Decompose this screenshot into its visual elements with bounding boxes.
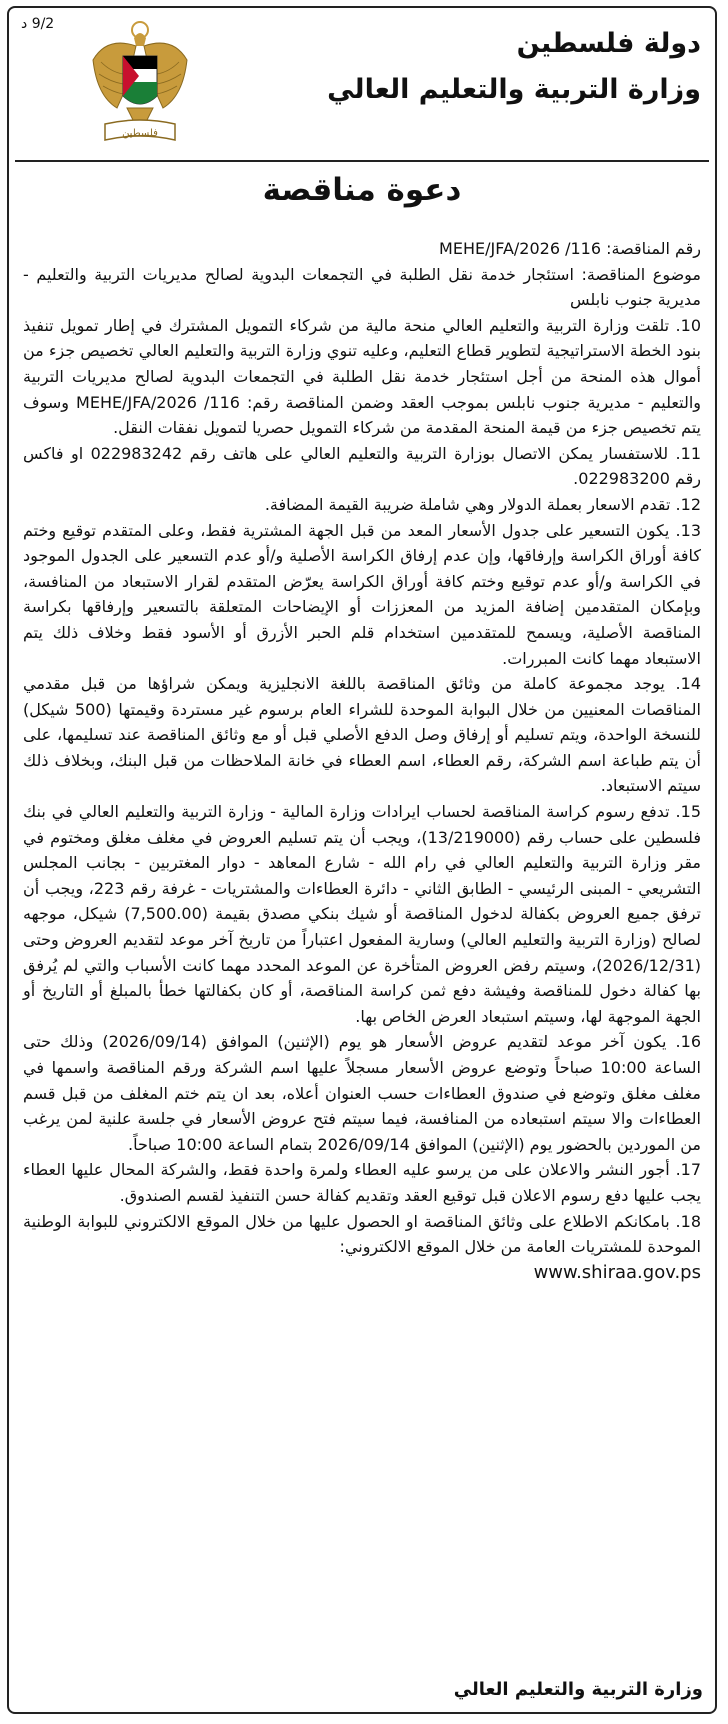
item-text: تقدم الاسعار بعملة الدولار وهي شاملة ضريبة القيمة المضافة. [264, 494, 671, 514]
item-text: يكون التسعير على جدول الأسعار المعد من قبل الجهة المشترية فقط، وعلى المتقدم توقيع وختم كافة أوراق الكراسة وإرفاقها، وإن عدم إرفاق الكراسة الأصلية و/أو عدم التسعير على الجدول الموجود في الكراسة و/أو عدم توقيع وختم كافة أوراق الكراسة يعرّض المتقدم لقرار الاستبعاد من المنافسة، وبإمكان المتقدمين إضافة المزيد من المعززات أو الإيضاحات المتعلقة بالتسعير وإرفاقها بكراسة المناقصة الأصلية، ويسمح للمتقدمين استخدام قلم الحبر الأزرق أو الأسود فقط وخلاف ذلك يتم الاستبعاد مهما كانت المبررات. [23, 520, 701, 668]
website-link[interactable]: www.shiraa.gov.ps [533, 1261, 701, 1283]
item-number: 13. [675, 520, 701, 540]
tender-subject: موضوع المناقصة: استئجار خدمة نقل الطلبة في التجمعات البدوية لصالح مديريات التربية والتعليم - مديرية جنوب نابلس [23, 264, 701, 310]
emblem-scroll-text: فلسطين [122, 128, 158, 139]
item-text: أجور النشر والاعلان على من يرسو عليه العطاء ولمرة واحدة فقط، والشركة المحال عليها العطاء يجب عليها دفع رسوم الاعلان قبل توقيع العقد وتقديم كفالة حسن التنفيذ لقسم الصندوق. [23, 1160, 701, 1205]
item-number: 12. [675, 494, 701, 514]
document-frame [7, 6, 717, 1714]
palestine-eagle-emblem [87, 16, 193, 158]
item-text: يكون آخر موعد لتقديم عروض الأسعار هو يوم (الإثنين) الموافق (2026/09/14) وذلك حتى الساعة 10:00 صباحاً وتوضع عروض الأسعار مسجلاً عليها اسم الشركة ورقم المناقصة واسمها في مغلف مغلق وتوضع في صندوق العطاءات حسب العنوان أعلاه، بعد ان يتم ختم المغلف من قبل قسم العطاءات والا سيتم استبعاده من المنافسة، فيما سيتم فتح عروض الأسعار في جلسة علنية لمن يرغب من الموردين بالحضور يوم (الإثنين) الموافق 2026/09/14 بتمام الساعة 10:00 صباحاً. [23, 1032, 701, 1154]
list-item [23, 671, 701, 799]
item-text: تلقت وزارة التربية والتعليم العالي منحة مالية من شركاء التمويل المشترك في إطار تمويل تنفيذ بنود الخطة الاستراتيجية لتطوير قطاع التعليم، وعليه تنوي وزارة التربية والتعليم العالي تخصيص جزء من أموال هذه المنحة من أجل استئجار خدمة نقل الطلبة في التجمعات البدوية لصالح مديريات التربية والتعليم - مديرية جنوب نابلس بموجب العقد وضمن المناقصة رقم: 116/ MEHE/JFA/2026 وسوف يتم تخصيص جزء من قيمة المنحة المقدمة من شركاء التمويل حصريا لتمويل نفقات النقل. [23, 315, 701, 438]
list-item [23, 518, 701, 672]
footer-ministry-name: وزارة التربية والتعليم العالي [453, 1679, 703, 1700]
tender-number: رقم المناقصة: 116/ MEHE/JFA/2026 [439, 239, 701, 258]
list-item [23, 313, 701, 441]
item-text: بامكانكم الاطلاع على وثائق المناقصة او الحصول عليها من خلال الموقع الالكتروني للبوابة الوطنية الموحدة للمشتريات العامة من خلال الموقع الالكتروني: [23, 1211, 701, 1257]
document-header [9, 8, 715, 158]
list-item [23, 1209, 701, 1260]
ministry-name: وزارة التربية والتعليم العالي [327, 74, 701, 105]
item-number: 18. [675, 1211, 701, 1231]
state-name: دولة فلسطين [516, 28, 701, 59]
item-number: 11. [675, 443, 701, 463]
item-number: 10. [675, 315, 701, 335]
item-text: تدفع رسوم كراسة المناقصة لحساب ايرادات وزارة المالية - وزارة التربية والتعليم العالي في بنك فلسطين على حساب رقم (13/219000)، ويجب أن يتم تسليم العروض في مغلف مغلق ومختوم في مقر وزارة التربية والتعليم العالي في رام الله - شارع المعاهد - دوار المغتربين - بجانب المجلس التشريعي - المبنى الرئيسي - الطابق الثاني - دائرة العطاءات والمشتريات - غرفة رقم 223، ويجب أن ترفق جميع العروض بكفالة لدخول المناقصة أو شيك بنكي مصدق بقيمة (7,500.00) شيكل، موجهه لصالح (وزارة التربية والتعليم العالي) وسارية المفعول اعتباراً من تاريخ آخر موعد لتقديم العروض وحتى (2026/12/31)، وسيتم رفض العروض المتأخرة عن الموعد المحدد مهما كانت الأسباب والتي لم يُرفق بها كفالة دخول للمناقصة وفيشة دفع ثمن كراسة المناقصة، أو كان بكفالتها خطأ بالمبلغ أو التاريخ أو الجهة الموجهة لها، وسيتم استبعاد العرض الخاص بها. [23, 802, 702, 1026]
list-item [23, 1029, 701, 1157]
item-number: 16. [675, 1032, 701, 1052]
header-divider [15, 160, 709, 162]
item-text: للاستفسار يمكن الاتصال بوزارة التربية والتعليم العالي على هاتف رقم 022983242 او فاكس رقم 022983200. [23, 443, 701, 489]
item-number: 17. [675, 1160, 702, 1180]
document-title: دعوة مناقصة [262, 172, 462, 208]
list-item [23, 1157, 701, 1208]
reference-code: 9/2 د [21, 16, 55, 32]
list-item [23, 441, 701, 492]
item-number: 14. [675, 674, 701, 694]
item-number: 15. [675, 802, 701, 822]
tender-body [23, 236, 701, 1285]
list-item [23, 799, 701, 1029]
list-item [23, 492, 701, 518]
item-text: يوجد مجموعة كاملة من وثائق المناقصة باللغة الانجليزية ويمكن شراؤها من قبل مقدمي المناقصات المعنيين من خلال البوابة الموحدة للشراء العام برسوم غير مستردة وقيمتها (500 شيكل) للنسخة الواحدة، ويتم تسليم أو إرفاق وصل الدفع الأصلي قبل أو مع وثائق المناقصة عند تسليمها، على أن يتم طباعة اسم الشركة، رقم العطاء، اسم العطاء في خانة الملاحظات من قبل البنك، وبخلاف ذلك سيتم الاستبعاد. [23, 674, 702, 796]
